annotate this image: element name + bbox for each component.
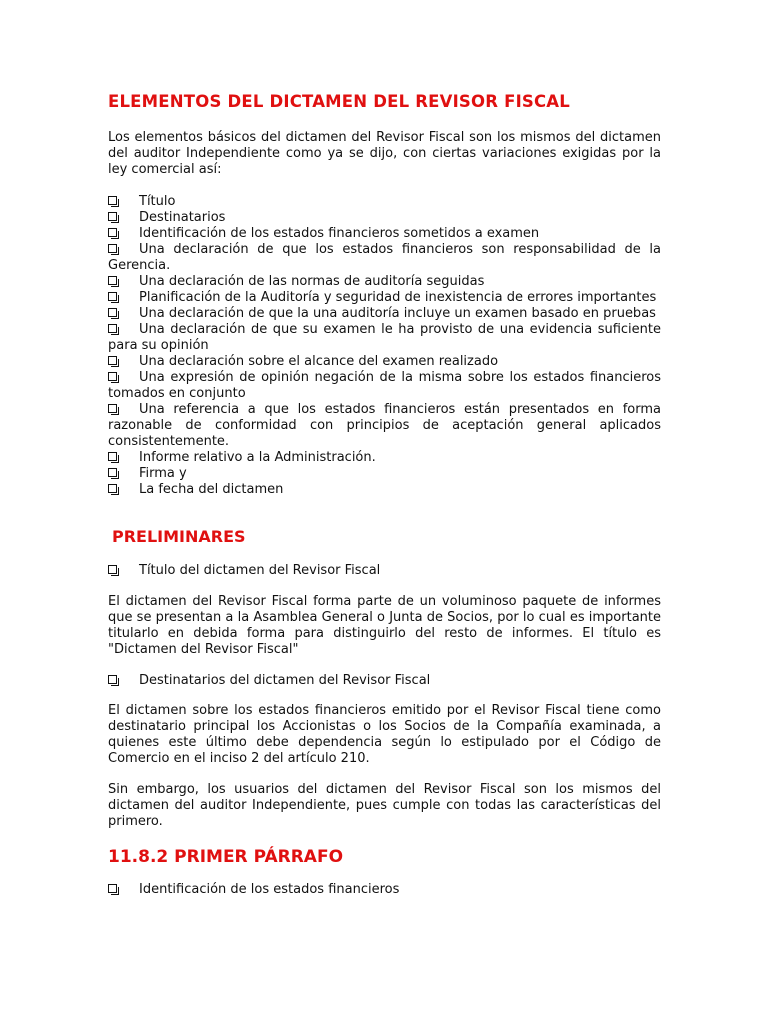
checkbox-bullet-icon bbox=[108, 244, 117, 253]
checkbox-bullet-icon bbox=[108, 484, 117, 493]
list-item: Destinatarios bbox=[108, 210, 661, 226]
checkbox-bullet-icon bbox=[108, 565, 117, 574]
checkbox-bullet-icon bbox=[108, 452, 117, 461]
paragraph-destinatarios-1: El dictamen sobre los estados financieros emitido por el Revisor Fiscal tiene como destinatario principal los Accionistas o los Socios de la Compañía examinada, a quienes este último debe dependencia según lo estipulado por el Código de Comercio en el inciso 2 del artículo 210. bbox=[108, 703, 661, 766]
list-item: Una declaración de que su examen le ha provisto de una evidencia suficiente para su opinión bbox=[108, 322, 661, 353]
list-item: Identificación de los estados financieros sometidos a examen bbox=[108, 226, 661, 242]
subheading-identificacion: Identificación de los estados financieros bbox=[108, 882, 399, 898]
checkbox-bullet-icon bbox=[108, 276, 117, 285]
list-item: Una declaración sobre el alcance del examen realizado bbox=[108, 354, 661, 370]
checkbox-bullet-icon bbox=[108, 308, 117, 317]
list-item: Una expresión de opinión negación de la misma sobre los estados financieros tomados en conjunto bbox=[108, 370, 661, 401]
list-item: Una declaración de que la una auditoría incluye un examen basado en pruebas bbox=[108, 306, 661, 322]
checkbox-bullet-icon bbox=[108, 228, 117, 237]
list-item: Una declaración de que los estados financieros son responsabilidad de la Gerencia. bbox=[108, 242, 661, 273]
list-item: Informe relativo a la Administración. bbox=[108, 450, 661, 466]
checkbox-bullet-icon bbox=[108, 404, 117, 413]
list-item: La fecha del dictamen bbox=[108, 482, 661, 498]
checkbox-bullet-icon bbox=[108, 372, 117, 381]
main-heading: ELEMENTOS DEL DICTAMEN DEL REVISOR FISCAL bbox=[108, 92, 570, 111]
list-item: Título bbox=[108, 194, 661, 210]
paragraph-titulo: El dictamen del Revisor Fiscal forma parte de un voluminoso paquete de informes que se presentan a la Asamblea General o Junta de Socios, por lo cual es importante titularlo en debida forma para distinguirlo del resto de informes. El título es "Dictamen del Revisor Fiscal" bbox=[108, 594, 661, 657]
list-item: Firma y bbox=[108, 466, 661, 482]
subheading-destinatarios: Destinatarios del dictamen del Revisor Fiscal bbox=[108, 673, 430, 689]
list-item: Una declaración de las normas de auditoría seguidas bbox=[108, 274, 661, 290]
list-item: Planificación de la Auditoría y seguridad de inexistencia de errores importantes bbox=[108, 290, 661, 306]
checkbox-bullet-icon bbox=[108, 292, 117, 301]
checkbox-bullet-icon bbox=[108, 884, 117, 893]
paragraph-destinatarios-2: Sin embargo, los usuarios del dictamen del Revisor Fiscal son los mismos del dictamen del auditor Independiente, pues cumple con todas las características del primero. bbox=[108, 782, 661, 829]
checkbox-bullet-icon bbox=[108, 196, 117, 205]
checkbox-bullet-icon bbox=[108, 468, 117, 477]
checkbox-bullet-icon bbox=[108, 356, 117, 365]
checkbox-bullet-icon bbox=[108, 212, 117, 221]
elements-list bbox=[108, 194, 661, 498]
section-heading-preliminares: PRELIMINARES bbox=[112, 527, 246, 546]
list-item: Una referencia a que los estados financieros están presentados en forma razonable de conformidad con principios de aceptación general aplicados consistentemente. bbox=[108, 402, 661, 449]
checkbox-bullet-icon bbox=[108, 324, 117, 333]
subheading-titulo: Título del dictamen del Revisor Fiscal bbox=[108, 563, 380, 579]
section-heading-primer-parrafo: 11.8.2 PRIMER PÁRRAFO bbox=[108, 847, 344, 867]
checkbox-bullet-icon bbox=[108, 675, 117, 684]
intro-paragraph: Los elementos básicos del dictamen del Revisor Fiscal son los mismos del dictamen del auditor Independiente como ya se dijo, con ciertas variaciones exigidas por la ley comercial así: bbox=[108, 130, 661, 177]
